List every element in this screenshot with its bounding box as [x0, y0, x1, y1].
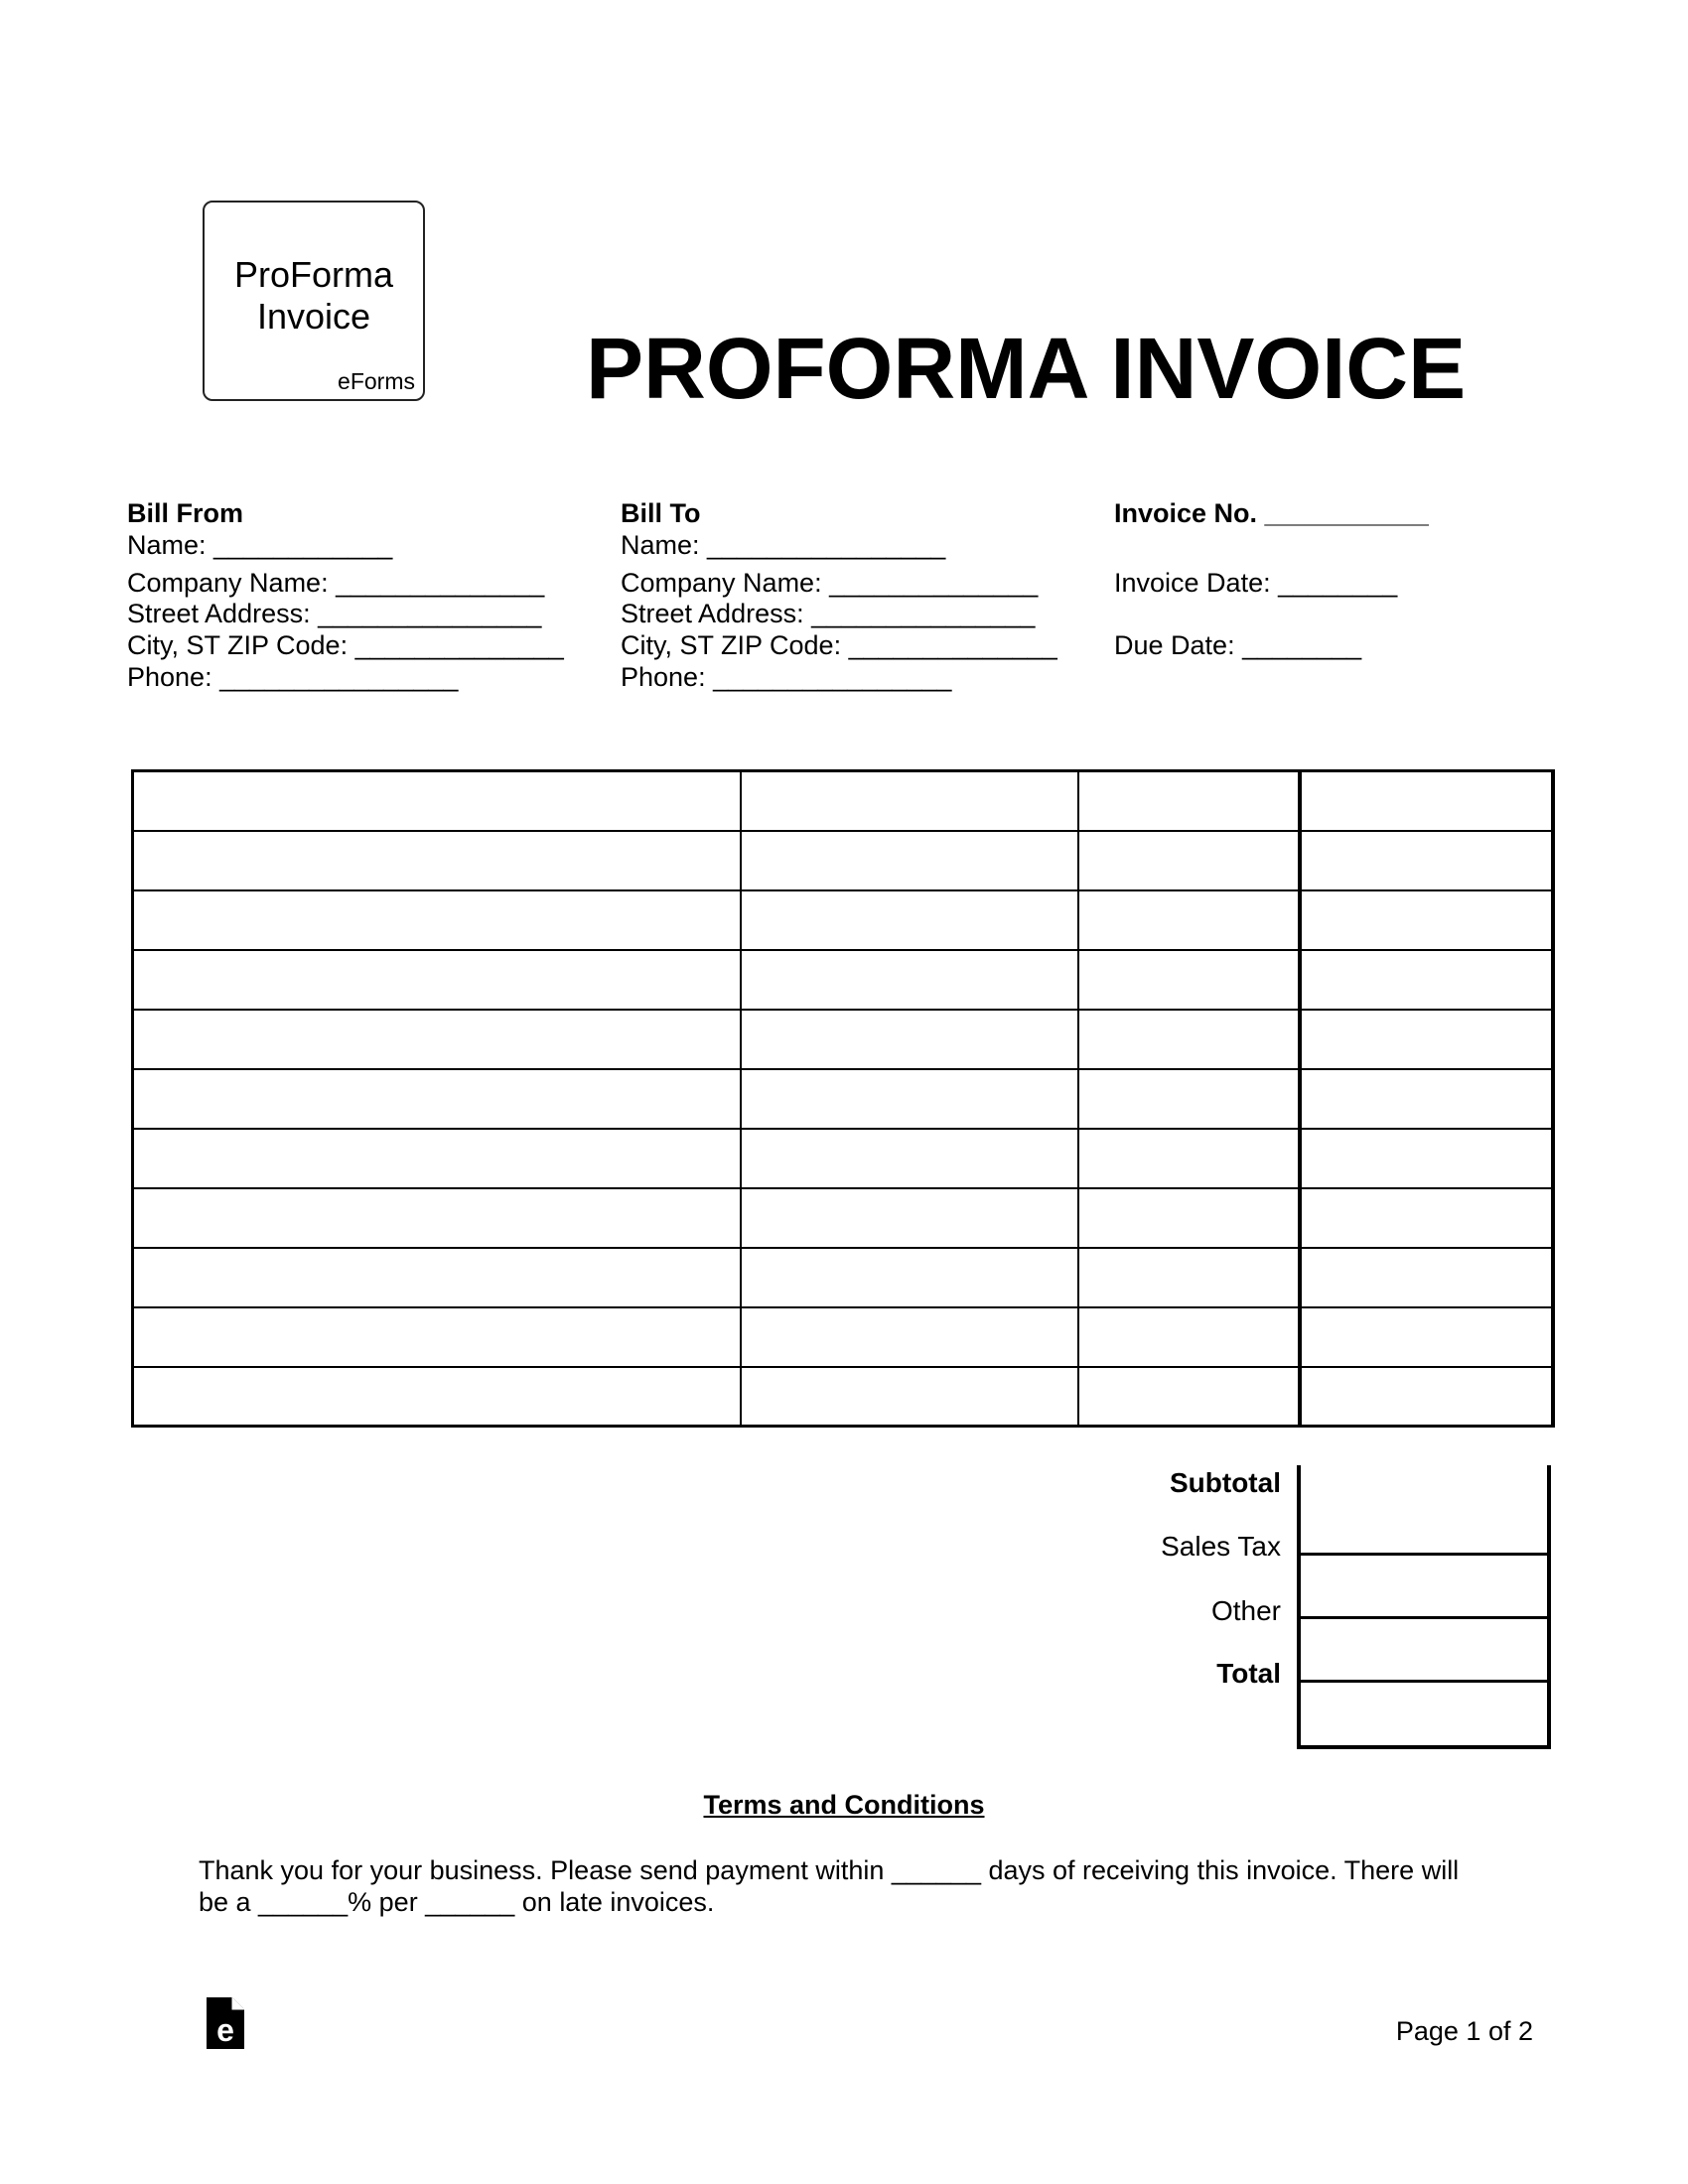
table-cell[interactable]	[741, 771, 1078, 831]
bill-from-street[interactable]: Street Address: _______________	[127, 599, 542, 628]
table-cell[interactable]	[1300, 771, 1553, 831]
bill-to-company[interactable]: Company Name: ______________	[621, 568, 1039, 598]
logo-brand: eForms	[338, 368, 415, 394]
table-cell[interactable]	[1300, 1188, 1553, 1248]
table-cell[interactable]	[1300, 1307, 1553, 1367]
logo-line1: ProForma	[233, 254, 394, 295]
table-cell[interactable]	[1300, 950, 1553, 1010]
bill-from-name[interactable]: Name: ____________	[127, 530, 393, 560]
table-cell[interactable]	[1078, 890, 1300, 950]
bill-to-city[interactable]: City, ST ZIP Code: ______________	[621, 630, 1057, 660]
table-cell[interactable]	[741, 890, 1078, 950]
table-cell[interactable]	[1078, 1248, 1300, 1307]
table-cell[interactable]	[1078, 1307, 1300, 1367]
table-cell[interactable]	[133, 1367, 741, 1427]
bill-from-city[interactable]: City, ST ZIP Code: ______________	[127, 630, 564, 660]
table-cell[interactable]	[1078, 950, 1300, 1010]
table-cell[interactable]	[1078, 1129, 1300, 1188]
page-number: Page 1 of 2	[1395, 2016, 1533, 2046]
table-row	[133, 950, 1553, 1010]
eforms-document-icon	[205, 1995, 246, 2051]
table-cell[interactable]	[1300, 1069, 1553, 1129]
table-cell[interactable]	[1078, 1367, 1300, 1427]
table-cell[interactable]	[1078, 1188, 1300, 1248]
table-cell[interactable]	[1078, 1069, 1300, 1129]
line-items-body	[133, 771, 1553, 1427]
table-row	[133, 1248, 1553, 1307]
terms-title: Terms and Conditions	[703, 1790, 985, 1820]
terms-body: Thank you for your business. Please send payment within ______ days of receiving this invoice. There will be a ______% per ______ on late invoices.	[199, 1855, 1460, 1917]
bill-from-company[interactable]: Company Name: ______________	[127, 568, 545, 598]
bill-from-phone[interactable]: Phone: ________________	[127, 662, 459, 692]
table-cell[interactable]	[133, 1248, 741, 1307]
invoice-date[interactable]: Invoice Date: ________	[1114, 568, 1398, 598]
table-cell[interactable]	[133, 831, 741, 890]
table-cell[interactable]	[1300, 1129, 1553, 1188]
subtotal-label: Subtotal	[1170, 1467, 1281, 1498]
table-cell[interactable]	[1300, 831, 1553, 890]
table-cell[interactable]	[1300, 890, 1553, 950]
table-row	[133, 771, 1553, 831]
bill-to-heading: Bill To	[621, 498, 701, 528]
table-cell[interactable]	[1300, 1367, 1553, 1427]
table-cell[interactable]	[741, 1069, 1078, 1129]
line-items-table	[131, 769, 1555, 1428]
table-cell[interactable]	[741, 950, 1078, 1010]
totals-divider	[1301, 1553, 1547, 1556]
table-cell[interactable]	[1078, 831, 1300, 890]
logo-line2: Invoice	[256, 296, 371, 337]
bill-from-heading: Bill From	[127, 498, 244, 528]
table-cell[interactable]	[133, 1307, 741, 1367]
totals-divider	[1301, 1680, 1547, 1683]
table-row	[133, 1307, 1553, 1367]
table-cell[interactable]	[741, 1367, 1078, 1427]
table-cell[interactable]	[741, 1129, 1078, 1188]
bill-to-name[interactable]: Name: ________________	[621, 530, 946, 560]
table-row	[133, 1188, 1553, 1248]
table-cell[interactable]	[1300, 1010, 1553, 1069]
due-date[interactable]: Due Date: ________	[1114, 630, 1362, 660]
table-cell[interactable]	[133, 1129, 741, 1188]
table-row	[133, 1010, 1553, 1069]
table-cell[interactable]	[133, 950, 741, 1010]
table-cell[interactable]	[1078, 771, 1300, 831]
table-row	[133, 1069, 1553, 1129]
table-cell[interactable]	[133, 1069, 741, 1129]
document-title: PROFORMA INVOICE	[586, 321, 1467, 417]
sales-tax-label: Sales Tax	[1161, 1531, 1281, 1562]
table-cell[interactable]	[741, 831, 1078, 890]
table-row	[133, 1129, 1553, 1188]
table-cell[interactable]	[133, 1010, 741, 1069]
table-row	[133, 890, 1553, 950]
table-cell[interactable]	[133, 771, 741, 831]
table-cell[interactable]	[133, 1188, 741, 1248]
totals-box	[1297, 1465, 1551, 1749]
svg-text:e: e	[216, 2012, 234, 2048]
bill-to-phone[interactable]: Phone: ________________	[621, 662, 952, 692]
totals-divider	[1301, 1616, 1547, 1619]
bill-to-street[interactable]: Street Address: _______________	[621, 599, 1036, 628]
table-cell[interactable]	[741, 1307, 1078, 1367]
table-cell[interactable]	[741, 1188, 1078, 1248]
logo	[203, 201, 425, 401]
invoice-number[interactable]: Invoice No. ___________	[1114, 498, 1429, 528]
other-label: Other	[1210, 1595, 1281, 1626]
table-cell[interactable]	[741, 1010, 1078, 1069]
table-row	[133, 1367, 1553, 1427]
table-cell[interactable]	[1300, 1248, 1553, 1307]
table-cell[interactable]	[133, 890, 741, 950]
table-cell[interactable]	[741, 1248, 1078, 1307]
table-row	[133, 831, 1553, 890]
table-cell[interactable]	[1078, 1010, 1300, 1069]
total-label: Total	[1216, 1658, 1281, 1689]
